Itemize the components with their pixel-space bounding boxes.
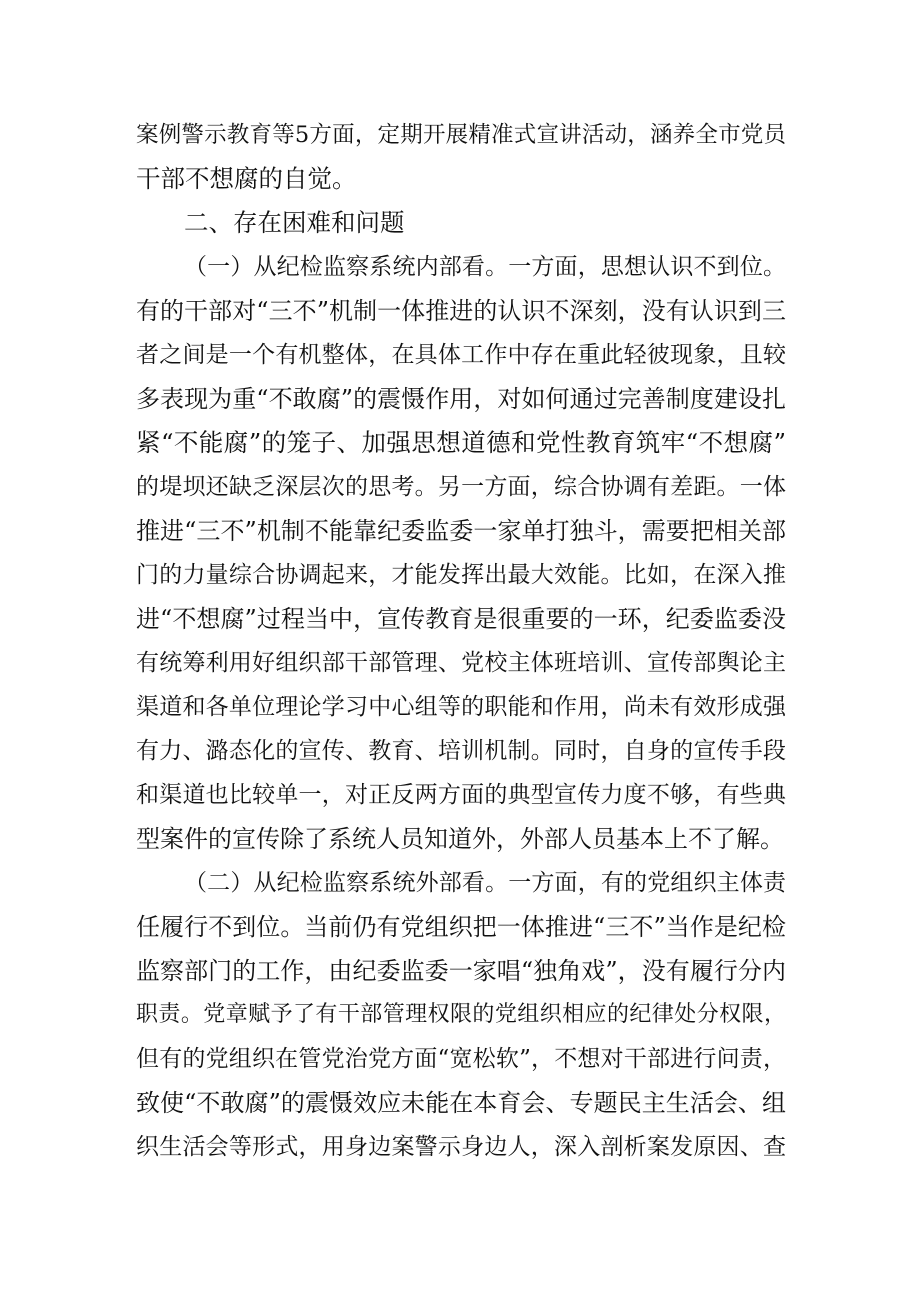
text-line-19: 任履行不到位。当前仍有党组织把一体推进“三不”当作是纪检: [136, 913, 786, 941]
paragraph-1-first-line: （一）从纪检监察系统内部看。一方面，思想认识不到位。: [184, 254, 786, 280]
text-line-15: 有力、潞态化的宣传、教育、培训机制。同时，自身的宣传手段: [136, 738, 786, 764]
text-line-6: 者之间是一个有机整体，在具体工作中存在重此轻彼现象，且较: [136, 342, 786, 368]
text-line-7: 多表现为重“不敢腐”的震慑作用，对如何通过完善制度建设扎: [136, 385, 786, 413]
paragraph-2-first-line: （二）从纪检监察系统外部看。一方面，有的党组织主体责: [184, 870, 786, 896]
text-line-16: 和渠道也比较单一，对正反两方面的典型宣传力度不够，有些典: [136, 782, 786, 808]
text-line-2: 干部不想腐的自觉。: [136, 164, 357, 193]
text-line-11: 门的力量综合协调起来，才能发挥出最大效能。比如，在深入推: [136, 562, 786, 588]
text-line-14: 渠道和各单位理论学习中心组等的职能和作用，尚未有效形成强: [136, 694, 786, 720]
text-line-24: 织生活会等形式，用身边案警示身边人，深入剖析案发原因、查: [136, 1134, 786, 1160]
text-line-23: 致使“不敢腐”的震慑效应未能在本育会、专题民主生活会、组: [136, 1089, 786, 1117]
text-line-12: 进“不想腐”过程当中，宣传教育是很重要的一环，纪委监委没: [136, 605, 786, 633]
text-line-10: 推进“三不”机制不能靠纪委监委一家单打独斗，需要把相关部: [136, 517, 786, 545]
text-line-9: 的堤坝还缺乏深层次的思考。另一方面，综合协调有差距。一体: [136, 474, 786, 500]
text-line-5: 有的干部对“三不”机制一体推进的认识不深刻，没有认识到三: [136, 297, 786, 325]
text-line-17: 型案件的宣传除了系统人员知道外，外部人员基本上不了解。: [136, 825, 784, 853]
text-line-1: 案例警示教育等5方面，定期开展精准式宣讲活动，涵养全市党员: [136, 122, 786, 148]
text-line-13: 有统筹利用好组织部干部管理、党校主体班培训、宣传部舆论主: [136, 650, 786, 676]
section-heading: 二、存在困难和问题: [184, 208, 405, 237]
text-line-20: 监察部门的工作，由纪委监委一家唱“独角戏”，没有履行分内: [136, 957, 786, 985]
text-line-21: 职责。党章赋予了有干部管理权限的党组织相应的纪律处分权限，: [136, 1002, 786, 1027]
text-line-8: 紧“不能腐”的笼子、加强思想道德和党性教育筑牢“不想腐”: [136, 428, 786, 457]
text-line-22: 但有的党组织在管党治党方面“宽松软”，不想对干部进行问责，: [136, 1046, 786, 1072]
